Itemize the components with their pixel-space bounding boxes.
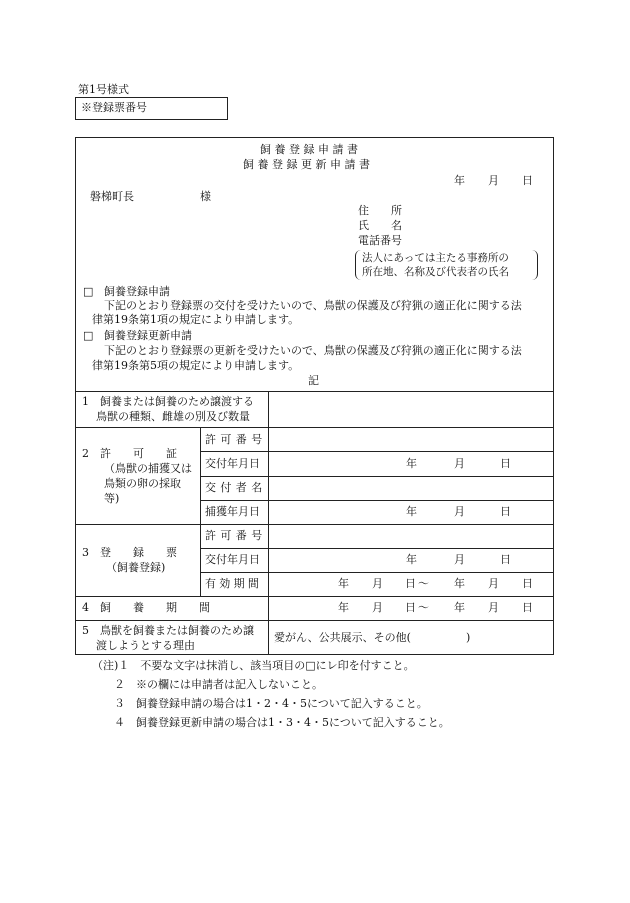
- note-1: （注)１ 不要な文字は抹消し、該当項目の□にレ印を付すこと。: [92, 659, 415, 672]
- row4-to-day[interactable]: 日: [522, 601, 533, 614]
- row5-label-line2: 渡しようとする理由: [96, 639, 195, 652]
- row2-sub-line2: 鳥類の卵の採取: [104, 477, 181, 490]
- row2-permit-number-label: 許可番号: [205, 433, 267, 446]
- row4-from-year[interactable]: 年: [338, 601, 349, 614]
- option-registration-body-2: 律第19条第1項の規定により申請します。: [92, 313, 300, 326]
- table-line: [75, 596, 554, 597]
- note-4: ４ 飼養登録更新申請の場合は1・3・4・5について記入すること。: [114, 716, 450, 729]
- row1-label-line2: 鳥獣の種類、雌雄の別及び数量: [96, 410, 250, 423]
- row2-issuer-label: 交付者名: [205, 481, 267, 494]
- table-line: [75, 427, 554, 428]
- row2-issue-year[interactable]: 年: [406, 457, 417, 470]
- row2-capture-month[interactable]: 月: [454, 505, 465, 518]
- ki-marker: 記: [308, 374, 319, 387]
- row4-tilde: ～: [418, 601, 429, 614]
- table-line: [75, 620, 554, 621]
- row3-title: 登 録 票: [100, 546, 177, 559]
- row2-capture-year[interactable]: 年: [406, 505, 417, 518]
- note-2: ２ ※の欄には申請者は記入しないこと。: [114, 678, 323, 691]
- table-line: [75, 391, 554, 392]
- row3-issue-day[interactable]: 日: [500, 553, 511, 566]
- date-day[interactable]: 日: [522, 174, 533, 187]
- table-line: [200, 500, 554, 501]
- row2-capture-day[interactable]: 日: [500, 505, 511, 518]
- title-renewal: 飼 養 登 録 更 新 申 請 書: [243, 158, 370, 171]
- applicant-address-label[interactable]: 住 所: [358, 204, 402, 217]
- row5-value-close: ): [466, 631, 471, 644]
- corporate-note-line1: 法人にあっては主たる事務所の: [362, 252, 509, 264]
- applicant-phone-label[interactable]: 電話番号: [358, 234, 402, 247]
- applicant-name-label[interactable]: 氏 名: [358, 219, 402, 232]
- row2-issuer-input[interactable]: [272, 480, 550, 498]
- checkbox-registration[interactable]: □: [83, 285, 94, 298]
- honorific: 様: [200, 190, 211, 203]
- registration-number-box[interactable]: [75, 97, 228, 120]
- row3-validity-label: 有効期間: [205, 577, 263, 590]
- row3-valid-from-day[interactable]: 日: [405, 577, 416, 590]
- row2-sub-line1: （鳥獣の捕獲又は: [104, 462, 192, 475]
- row3-number: 3: [82, 546, 89, 559]
- option-registration-title: 飼養登録申請: [104, 285, 170, 298]
- title-registration: 飼 養 登 録 申 請 書: [260, 143, 358, 156]
- row3-valid-to-month[interactable]: 月: [488, 577, 499, 590]
- row3-permit-number-input[interactable]: [272, 528, 550, 546]
- date-month[interactable]: 月: [488, 174, 499, 187]
- checkbox-renewal[interactable]: □: [83, 329, 94, 342]
- table-line: [200, 476, 554, 477]
- row3-valid-to-day[interactable]: 日: [522, 577, 533, 590]
- row2-title: 許 可 証: [100, 447, 177, 460]
- registration-number-label: ※登録票番号: [81, 101, 147, 114]
- row3-valid-tilde: ～: [418, 577, 429, 590]
- row3-sub: （飼養登録): [106, 561, 166, 574]
- row2-issue-date-label: 交付年月日: [205, 457, 260, 470]
- row3-issue-month[interactable]: 月: [454, 553, 465, 566]
- table-line: [268, 391, 269, 655]
- option-renewal-body-2: 律第19条第5項の規定により申請します。: [92, 359, 300, 372]
- row3-valid-from-year[interactable]: 年: [338, 577, 349, 590]
- table-line: [200, 451, 554, 452]
- row4-from-month[interactable]: 月: [372, 601, 383, 614]
- corporate-note: [355, 250, 538, 280]
- row2-issue-month[interactable]: 月: [454, 457, 465, 470]
- table-line: [200, 572, 554, 573]
- row5-value[interactable]: 愛がん、公共展示、その他(: [274, 631, 411, 644]
- row2-sub-line3: 等): [104, 492, 120, 505]
- row5-label-line1: 5 鳥獣を飼養または飼養のため譲: [82, 624, 254, 637]
- row2-capture-date-label: 捕獲年月日: [205, 505, 260, 518]
- row1-label-line1: 1 飼養または飼養のため譲渡する: [82, 395, 254, 408]
- row3-issue-year[interactable]: 年: [406, 553, 417, 566]
- date-year[interactable]: 年: [454, 174, 465, 187]
- row3-permit-number-label: 許可番号: [205, 529, 267, 542]
- row4-label: 4 飼 養 期 間: [82, 601, 210, 614]
- form-number-label: 第1号様式: [78, 83, 129, 96]
- row2-permit-number-input[interactable]: [272, 431, 550, 449]
- row4-to-month[interactable]: 月: [488, 601, 499, 614]
- row3-valid-to-year[interactable]: 年: [454, 577, 465, 590]
- row4-to-year[interactable]: 年: [454, 601, 465, 614]
- row2-issue-day[interactable]: 日: [500, 457, 511, 470]
- table-line: [200, 427, 201, 596]
- corporate-note-line2: 所在地、名称及び代表者の氏名: [362, 266, 509, 279]
- addressee: 磐梯町長: [90, 190, 134, 203]
- option-renewal-body-1: 下記のとおり登録票の更新を受けたいので、鳥獣の保護及び狩猟の適正化に関する法: [104, 344, 522, 357]
- row1-value-cell[interactable]: [272, 395, 550, 423]
- row3-issue-date-label: 交付年月日: [205, 553, 260, 566]
- table-line: [200, 548, 554, 549]
- note-3: ３ 飼養登録申請の場合は1・2・4・5について記入すること。: [114, 697, 428, 710]
- row2-number: 2: [82, 447, 89, 460]
- table-line: [75, 524, 554, 525]
- row4-from-day[interactable]: 日: [405, 601, 416, 614]
- option-registration-body-1: 下記のとおり登録票の交付を受けたいので、鳥獣の保護及び狩猟の適正化に関する法: [104, 299, 522, 312]
- row3-valid-from-month[interactable]: 月: [372, 577, 383, 590]
- option-renewal-title: 飼養登録更新申請: [104, 329, 192, 342]
